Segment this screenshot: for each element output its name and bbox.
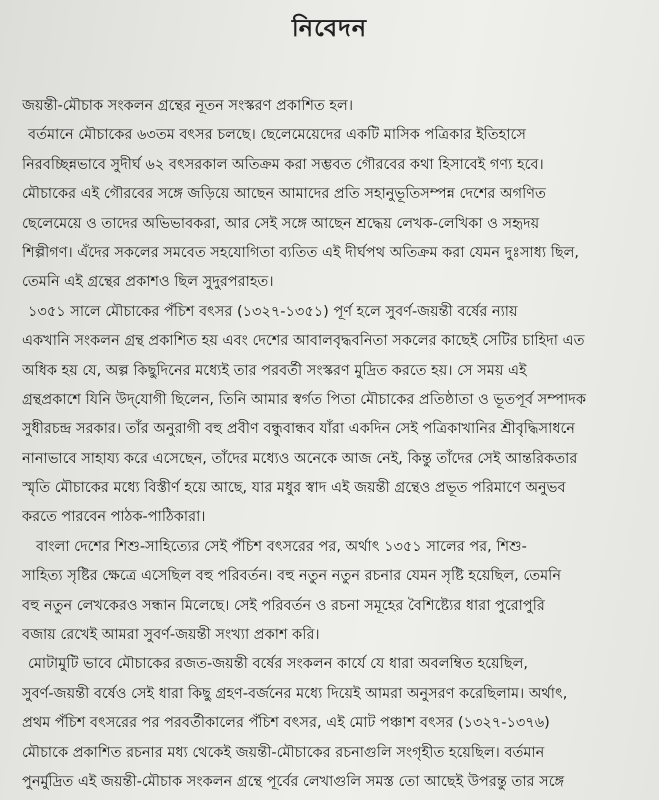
text-line: স্মৃতি মৌচাকের মধ্যে বিস্তীর্ণ হয়ে আছে, যার মধুর স্বাদ এই জয়ন্তী গ্রন্থেও প্রভূত পরিমাণে অনুভব: [22, 480, 566, 497]
text-line: ছেলেমেয়ে ও তাদের অভিভাবকরা, আর সেই সঙ্গে আছেন শ্রদ্ধেয় লেখক-লেখিকা ও সহৃদয়: [22, 215, 540, 232]
text-line: পুনর্মুদ্রিত এই জয়ন্তী-মৌচাক সংকলন গ্রন্থে পূর্বের লেখাগুলি সমস্ত তো আছেই উপরন্তু তার সঙ্গে: [22, 773, 565, 790]
text-line: জয়ন্তী-মৌচাক সংকলন গ্রন্থের নূতন সংস্করণ প্রকাশিত হল।: [22, 98, 354, 114]
text-line: শিল্পীগণ। এঁদের সকলের সমবেত সহযোগিতা ব্যতিত এই দীর্ঘপথ অতিক্রম করা যেমন দুঃসাধ্য ছিল,: [22, 244, 580, 261]
text-line: করতে পারবেন পাঠক-পাঠিকারা।: [22, 509, 206, 526]
text-line: মোটামুটি ভাবে মৌচাকের রজত-জয়ন্তী বর্ষের সংকলন কার্যে যে ধারা অবলম্বিত হয়েছিল,: [28, 656, 529, 673]
text-line: তেমনি এই গ্রন্থের প্রকাশও ছিল সুদুরপরাহত।: [22, 274, 274, 291]
text-line: বর্তমানে মৌচাকের ৬৩তম বৎসর চলছে। ছেলেমেয়েদের একটি মাসিক পত্রিকার ইতিহাসে: [28, 127, 526, 144]
text-line: নানাভাবে সাহায্য করে এসেছেন, তাঁদের মধ্যেও অনেকে আজ নেই, কিন্তু তাঁদের সেই আন্তরিকতার: [22, 450, 578, 467]
text-line: মৌচাকের এই গৌরবের সঙ্গে জড়িয়ে আছেন আমাদের প্রতি সহানুভূতিসম্পন্ন দেশের অগণিত: [22, 186, 546, 203]
text-line: ১৩৫১ সালে মৌচাকের পঁচিশ বৎসর (১৩২৭-১৩৫১) পূর্ণ হলে সুবর্ণ-জয়ন্তী বর্ষের ন্যায়: [28, 303, 518, 320]
text-line: বজায় রেখেই আমরা সুবর্ণ-জয়ন্তী সংখ্যা প্রকাশ করি।: [22, 627, 320, 644]
text-line: একখানি সংকলন গ্রন্থ প্রকাশিত হয় এবং দেশের আবালবৃদ্ধবনিতা সকলের কাছেই সেটির চাহিদা এত: [22, 333, 585, 350]
text-line: মৌচাকে প্রকাশিত রচনার মধ্য থেকেই জয়ন্তী-মৌচাকের রচনাগুলি সংগৃহীত হয়েছিল। বর্তমান: [22, 744, 545, 761]
text-line: বহু নতুন লেখকেরও সন্ধান মিলেছে। সেই পরিবর্তন ও রচনা সমূহের বৈশিষ্ট্যের ধারা পুরোপুরি: [22, 597, 545, 614]
text-line: সুবর্ণ-জয়ন্তী বর্ষেও সেই ধারা কিছু গ্রহণ-বর্জনের মধ্যে দিয়েই আমরা অনুসরণ করেছিলাম। অর্থাৎ,: [22, 685, 568, 702]
text-line: বাংলা দেশের শিশু-সাহিত্যের সেই পঁচিশ বৎসরের পর, অর্থাৎ ১৩৫১ সালের পর, শিশু-: [36, 538, 527, 555]
text-line: সুধীরচন্দ্র সরকার। তাঁর অনুরাগী বহু প্রবীণ বন্ধুবান্ধব যাঁরা একদিন সেই পত্রিকাখানির শ্রীবৃদ্ধিসাধনে: [22, 421, 575, 438]
text-line: প্রথম পঁচিশ বৎসরের পর পরবর্তীকালের পঁচিশ বৎসর, এই মোট পঞ্চাশ বৎসর (১৩২৭-১৩৭৬): [22, 715, 550, 732]
text-line: গ্রন্থপ্রকাশে যিনি উদ্‌যোগী ছিলেন, তিনি আমার স্বর্গত পিতা মৌচাকের প্রতিষ্ঠাতা ও ভূতপূর্ব সম্পাদক: [22, 391, 586, 408]
text-line: অধিক হয় যে, অল্প কিছুদিনের মধ্যেই তার পরবর্তী সংস্করণ মুদ্রিত করতে হয়। সে সময় এই: [22, 362, 527, 379]
text-line: নিরবচ্ছিন্নভাবে সুদীর্ঘ ৬২ বৎসরকাল অতিক্রম করা সম্ভবত গৌরবের কথা হিসাবেই গণ্য হবে।: [22, 156, 544, 173]
preface-text: [22, 92, 645, 797]
text-line: সাহিত্য সৃষ্টির ক্ষেত্রে এসেছিল বহু পরিবর্তন। বহু নতুন নতুন রচনার যেমন সৃষ্টি হয়েছিল, তেমনি: [22, 568, 561, 585]
page-title: নিবেদন: [291, 14, 368, 42]
